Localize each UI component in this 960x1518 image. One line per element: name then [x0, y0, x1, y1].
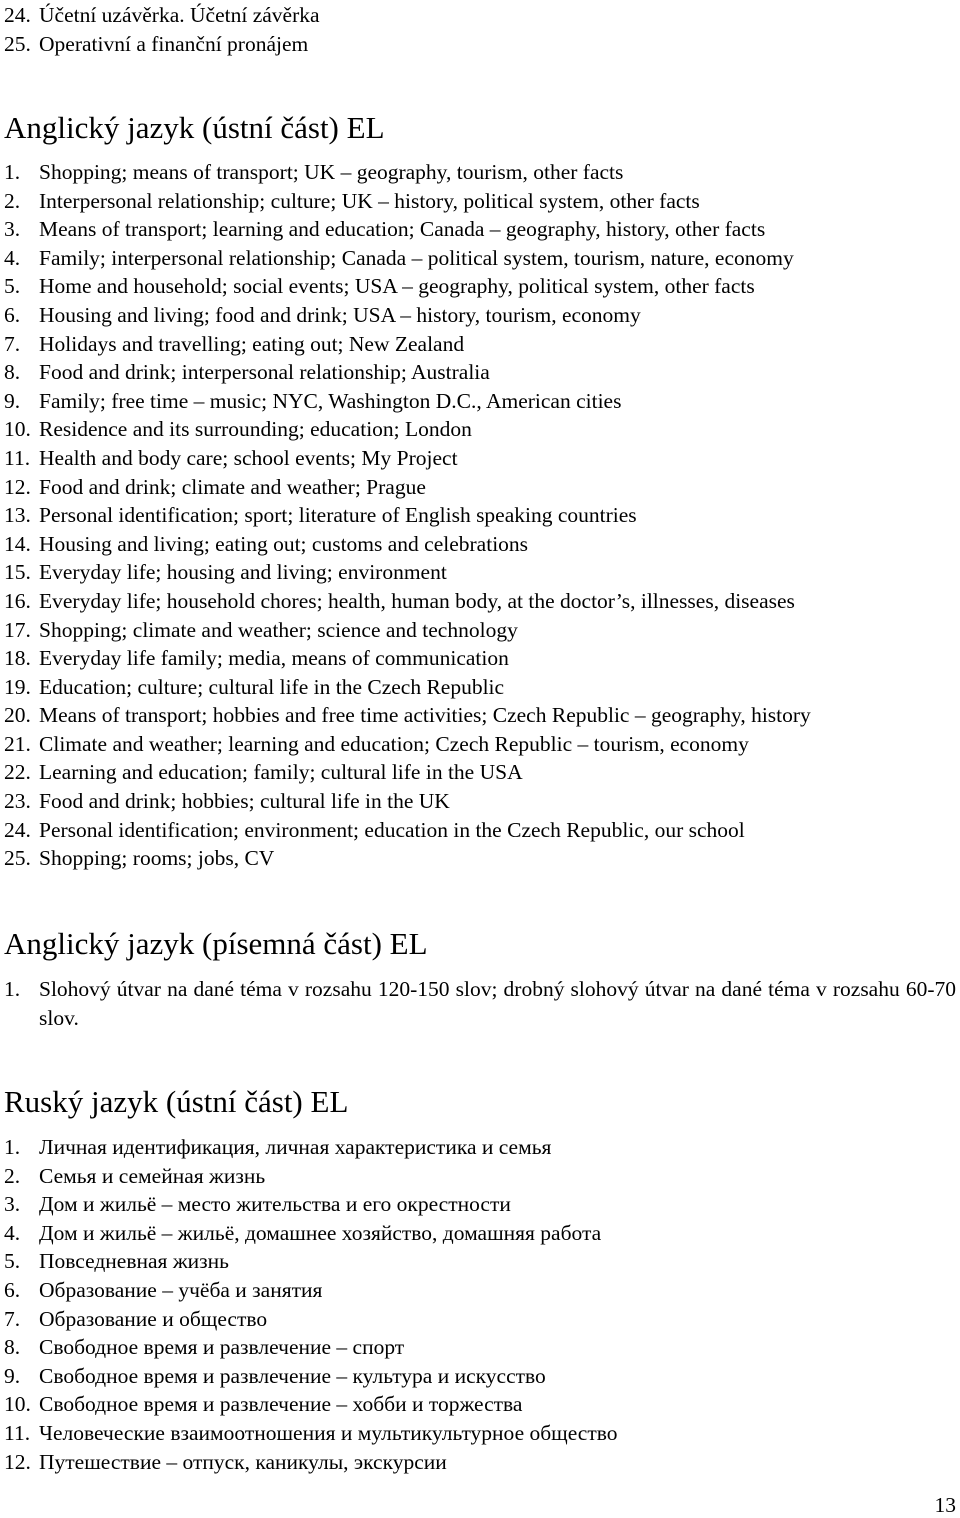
list-item-number: 2. [4, 188, 21, 213]
list-item-number: 23. [4, 789, 31, 814]
list-item-number: 2. [4, 1163, 21, 1188]
list-item-text: Свободное время и развлечение – культура и искусство [39, 1363, 546, 1388]
list-item-number: 9. [4, 388, 21, 413]
list-item [0, 975, 958, 1033]
list-item [0, 1247, 960, 1276]
list-item-text: Путешествие – отпуск, каникулы, экскурсии [39, 1449, 447, 1474]
list-item-number: 24. [4, 817, 31, 842]
list-item-text: Shopping; means of transport; UK – geography, tourism, other facts [39, 160, 624, 184]
list-item [0, 415, 960, 444]
list-item-number: 15. [4, 560, 31, 585]
list-item [0, 1162, 960, 1191]
list-item-number: 7. [4, 1306, 21, 1331]
list-item-number: 4. [4, 1220, 21, 1245]
list-item [0, 387, 960, 416]
list-item-text: Человеческие взаимоотношения и мультикультурное общество [39, 1420, 618, 1445]
list-item-text: Family; free time – music; NYC, Washington D.C., American cities [39, 388, 622, 413]
list-item-number: 11. [4, 1420, 31, 1445]
list-item-number: 12. [4, 1449, 31, 1474]
list-item [0, 444, 960, 473]
list-item [0, 1362, 960, 1391]
list-item-text: Свободное время и развлечение – спорт [39, 1335, 405, 1360]
list-item [0, 1, 960, 30]
list-item-text: Личная идентификация, личная характеристика и семья [39, 1135, 552, 1159]
list-item-text: Shopping; climate and weather; science and technology [39, 617, 518, 642]
list-item-text: Housing and living; eating out; customs and celebrations [39, 531, 529, 556]
list-item [0, 758, 960, 787]
list-item-text: Food and drink; interpersonal relationship; Australia [39, 360, 490, 385]
list-item-text: Operativní a finanční pronájem [39, 31, 309, 56]
list-item [0, 844, 960, 873]
list-item-text: Everyday life; housing and living; environment [39, 560, 447, 585]
list-item-number: 10. [4, 1392, 31, 1417]
list-item-text: Shopping; rooms; jobs, CV [39, 846, 275, 871]
list-item-number: 25. [4, 846, 31, 871]
list-item-number: 3. [4, 1192, 21, 1217]
list-item-number: 22. [4, 760, 31, 785]
section-title-russian-oral: Ruský jazyk (ústní část) EL [4, 1084, 349, 1119]
list-item-number: 8. [4, 1335, 21, 1360]
list-item [0, 616, 960, 645]
list-item [0, 301, 960, 330]
list-item-text: Дом и жильё – место жительства и его окрестности [39, 1192, 511, 1217]
list-item [0, 1390, 960, 1419]
page-number: 13 [934, 1493, 956, 1517]
list-item [0, 730, 960, 759]
list-item-text: Climate and weather; learning and education; Czech Republic – tourism, economy [39, 731, 749, 756]
list-item-number: 24. [4, 3, 31, 27]
list-item [0, 1276, 960, 1305]
list-item [0, 816, 960, 845]
list-item-text: Personal identification; sport; literature of English speaking countries [39, 503, 637, 528]
list-item-text: Interpersonal relationship; culture; UK – history, political system, other facts [39, 188, 700, 213]
list-item-number: 6. [4, 1277, 21, 1302]
list-item-number: 11. [4, 445, 31, 470]
list-item-number: 5. [4, 1249, 21, 1274]
list-item-text: Дом и жильё – жильё, домашнее хозяйство, домашняя работа [39, 1220, 602, 1245]
list-item-text: Образование и общество [39, 1306, 268, 1331]
list-item-number: 16. [4, 588, 31, 613]
list-item [0, 187, 960, 216]
list-item [0, 1190, 960, 1219]
list-item-number: 5. [4, 274, 21, 299]
list-item-number: 19. [4, 674, 31, 699]
english-written-topic-list [0, 975, 958, 1033]
list-item-text: Семья и семейная жизнь [39, 1163, 266, 1188]
list-item [0, 272, 960, 301]
list-item-number: 3. [4, 217, 21, 242]
list-item [0, 1133, 960, 1162]
list-item-text: Holidays and travelling; eating out; New Zealand [39, 331, 465, 356]
list-item-number: 7. [4, 331, 21, 356]
list-item [0, 244, 960, 273]
list-item-text: Housing and living; food and drink; USA – history, tourism, economy [39, 302, 641, 327]
list-item-number: 1. [4, 977, 21, 1001]
list-item-text: Health and body care; school events; My Project [39, 445, 458, 470]
list-item [0, 1219, 960, 1248]
list-item-text: Účetní uzávěrka. Účetní závěrka [39, 3, 320, 27]
list-item-text: Slohový útvar na dané téma v rozsahu 120-150 slov; drobný slohový útvar na dané téma v rozsahu 60-70 slov. [39, 977, 956, 1030]
list-item-text: Residence and its surrounding; education; London [39, 417, 472, 442]
list-item-number: 1. [4, 1135, 21, 1159]
list-item-text: Повседневная жизнь [39, 1249, 229, 1274]
list-item [0, 673, 960, 702]
list-item-number: 1. [4, 160, 21, 184]
list-item-number: 9. [4, 1363, 21, 1388]
list-item-text: Means of transport; hobbies and free time activities; Czech Republic – geography, history [39, 703, 811, 728]
list-item [0, 473, 960, 502]
list-item [0, 158, 960, 187]
list-item-text: Means of transport; learning and education; Canada – geography, history, other facts [39, 217, 766, 242]
list-item-number: 12. [4, 474, 31, 499]
list-item-text: Свободное время и развлечение – хобби и торжества [39, 1392, 523, 1417]
list-item-text: Family; interpersonal relationship; Canada – political system, tourism, nature, economy [39, 245, 794, 270]
list-item [0, 530, 960, 559]
list-item-number: 21. [4, 731, 31, 756]
russian-oral-topic-list [0, 1133, 960, 1476]
list-item-number: 25. [4, 31, 31, 56]
list-item-number: 8. [4, 360, 21, 385]
list-item [0, 330, 960, 359]
list-item [0, 787, 960, 816]
list-item-text: Образование – учёба и занятия [39, 1277, 323, 1302]
list-item-number: 18. [4, 646, 31, 671]
list-item [0, 1419, 960, 1448]
list-item-text: Food and drink; hobbies; cultural life in the UK [39, 789, 450, 814]
list-item-text: Personal identification; environment; education in the Czech Republic, our school [39, 817, 745, 842]
list-item [0, 644, 960, 673]
list-item-number: 17. [4, 617, 31, 642]
list-item-text: Everyday life; household chores; health, human body, at the doctor’s, illnesses, diseases [39, 588, 795, 613]
list-item [0, 501, 960, 530]
list-item [0, 1333, 960, 1362]
list-item [0, 30, 960, 59]
list-item-text: Everyday life family; media, means of communication [39, 646, 509, 671]
list-item-number: 10. [4, 417, 31, 442]
list-item-number: 13. [4, 503, 31, 528]
list-item-text: Education; culture; cultural life in the Czech Republic [39, 674, 505, 699]
list-item-text: Home and household; social events; USA – geography, political system, other facts [39, 274, 755, 299]
list-item [0, 215, 960, 244]
list-item [0, 587, 960, 616]
english-oral-topic-list [0, 158, 960, 873]
section-title-english-oral: Anglický jazyk (ústní část) EL [4, 110, 385, 145]
list-item-number: 6. [4, 302, 21, 327]
list-item [0, 1305, 960, 1334]
list-item-number: 4. [4, 245, 21, 270]
list-item [0, 358, 960, 387]
list-item-number: 20. [4, 703, 31, 728]
list-item [0, 701, 960, 730]
section-title-english-written: Anglický jazyk (písemná část) EL [4, 926, 428, 961]
list-item-text: Learning and education; family; cultural life in the USA [39, 760, 523, 785]
list-item [0, 1448, 960, 1477]
list-item-number: 14. [4, 531, 31, 556]
list-item-text: Food and drink; climate and weather; Prague [39, 474, 426, 499]
list-item [0, 558, 960, 587]
continued-list [0, 1, 960, 58]
